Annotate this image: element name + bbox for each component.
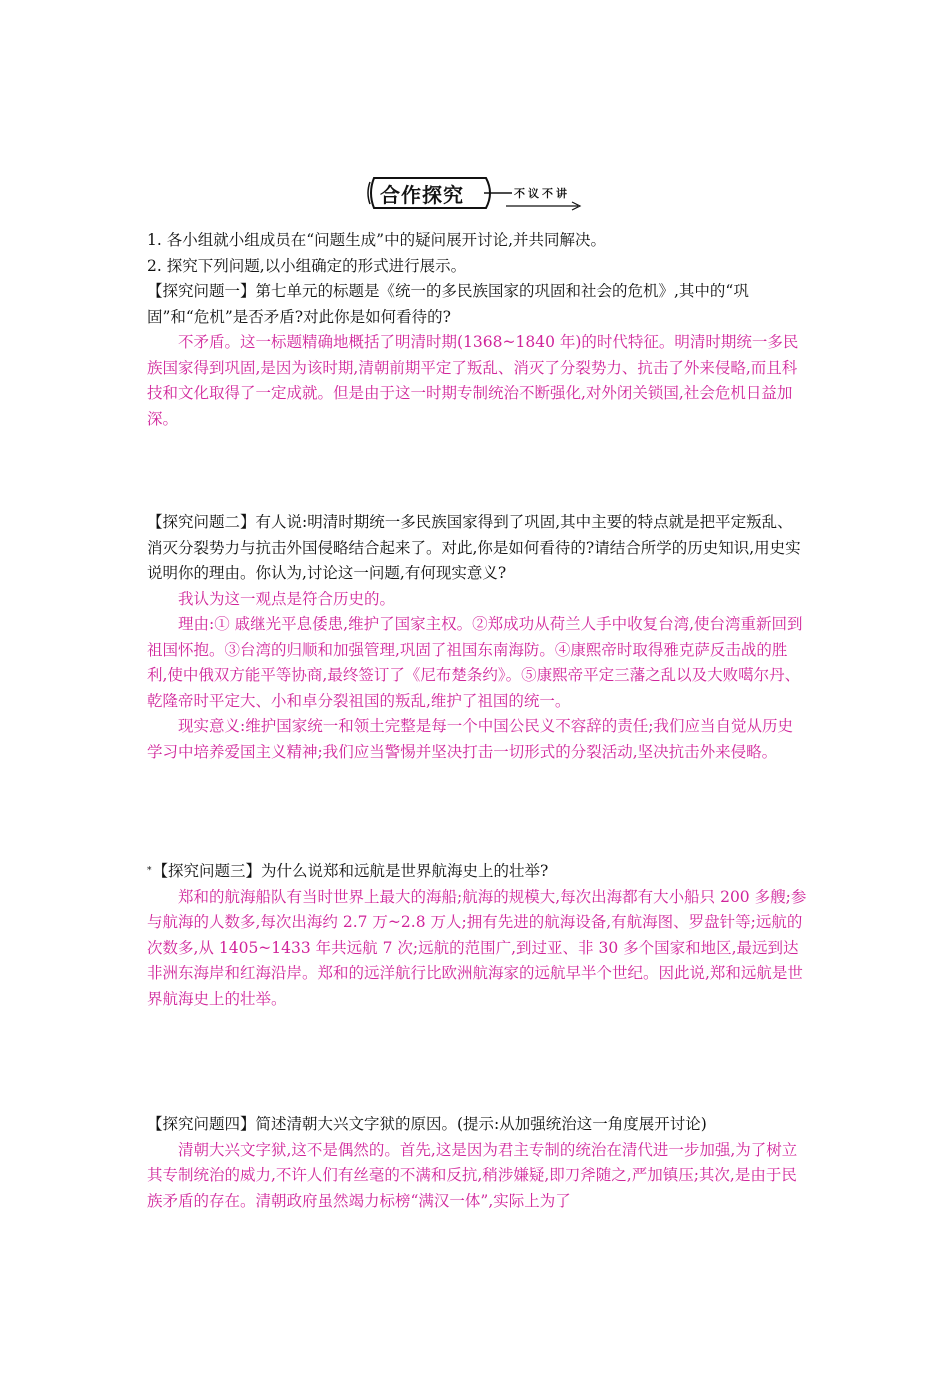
answer-1: 不矛盾。这一标题精确地概括了明清时期(1368~1840 年)的时代特征。明清时期统一多民族国家得到巩固,是因为该时期,清朝前期平定了叛乱、消灭了分裂势力、抗击了外来侵略,而且科技和文化取得了一定成就。但是由于这一时期专制统治不断强化,对外闭关锁国,社会危机日益加深。 [147, 333, 799, 428]
banner-subtitle: 不议不讲 [514, 187, 570, 200]
blank-space [147, 432, 807, 510]
answer-3: 郑和的航海船队有当时世界上最大的海船;航海的规模大,每次出海都有大小船只 200 多艘;参与航海的人数多,每次出海约 2.7 万~2.8 万人;拥有先进的航海设备,有航海图、罗盘针等;远航的次数多,从 1405~1433 年共远航 7 次;远航的范围广,到过亚、非 30 多个国家和地区,最远到达非洲东海岸和红海沿岸。郑和的远洋航行比欧洲航海家的远航早半个世纪。因此说,郑和远航是世界航海史上的壮举。 [147, 887, 807, 1008]
answer-2-view: 我认为这一观点是符合历史的。 [178, 589, 396, 608]
question-3-text: 【探究问题三】为什么说郑和远航是世界航海史上的壮举? [152, 862, 549, 880]
intro-line-1: 1. 各小组就小组成员在“问题生成”中的疑问展开讨论,并共同解决。 [147, 231, 606, 249]
answer-2-significance: 现实意义:维护国家统一和领土完整是每一个中国公民义不容辞的责任;我们应当自觉从历史学习中培养爱国主义精神;我们应当警惕并坚决打击一切形式的分裂活动,坚决抗击外来侵略。 [147, 717, 793, 761]
intro-line-2: 2. 探究下列问题,以小组确定的形式进行展示。 [147, 256, 467, 275]
section-banner [366, 174, 586, 212]
optional-marker: * [147, 866, 152, 876]
blank-space [147, 1012, 807, 1112]
question-2: 【探究问题二】有人说:明清时期统一多民族国家得到了巩固,其中主要的特点就是把平定叛乱、消灭分裂势力与抗击外国侵略结合起来了。对此,你是如何看待的?请结合所学的历史知识,用史实说明你的理由。你认为,讨论这一问题,有何现实意义? [147, 513, 801, 582]
answer-2-reasons: 理由:① 戚继光平息倭患,维护了国家主权。②郑成功从荷兰人手中收复台湾,使台湾重新回到祖国怀抱。③台湾的归顺和加强管理,巩固了祖国东南海防。④康熙帝时取得雅克萨反击战的胜利,使中俄双方能平等协商,最终签订了《尼布楚条约》。⑤康熙帝平定三藩之乱以及大败噶尔丹、乾隆帝时平定大、小和卓分裂祖国的叛乱,维护了祖国的统一。 [147, 615, 803, 710]
blank-space [147, 765, 807, 859]
question-4: 【探究问题四】简述清朝大兴文字狱的原因。(提示:从加强统治这一角度展开讨论) [147, 1115, 707, 1133]
question-3 [147, 859, 807, 885]
question-1: 【探究问题一】第七单元的标题是《统一的多民族国家的巩固和社会的危机》,其中的“巩固”和“危机”是否矛盾?对此你是如何看待的? [147, 282, 749, 326]
document-body [147, 228, 807, 1214]
banner-title: 合作探究 [380, 183, 464, 207]
answer-4: 清朝大兴文字狱,这不是偶然的。首先,这是因为君主专制的统治在清代进一步加强,为了树立其专制统治的威力,不许人们有丝毫的不满和反抗,稍涉嫌疑,即刀斧随之,严加镇压;其次,是由于民族矛盾的存在。清朝政府虽然竭力标榜“满汉一体”,实际上为了 [147, 1140, 798, 1210]
